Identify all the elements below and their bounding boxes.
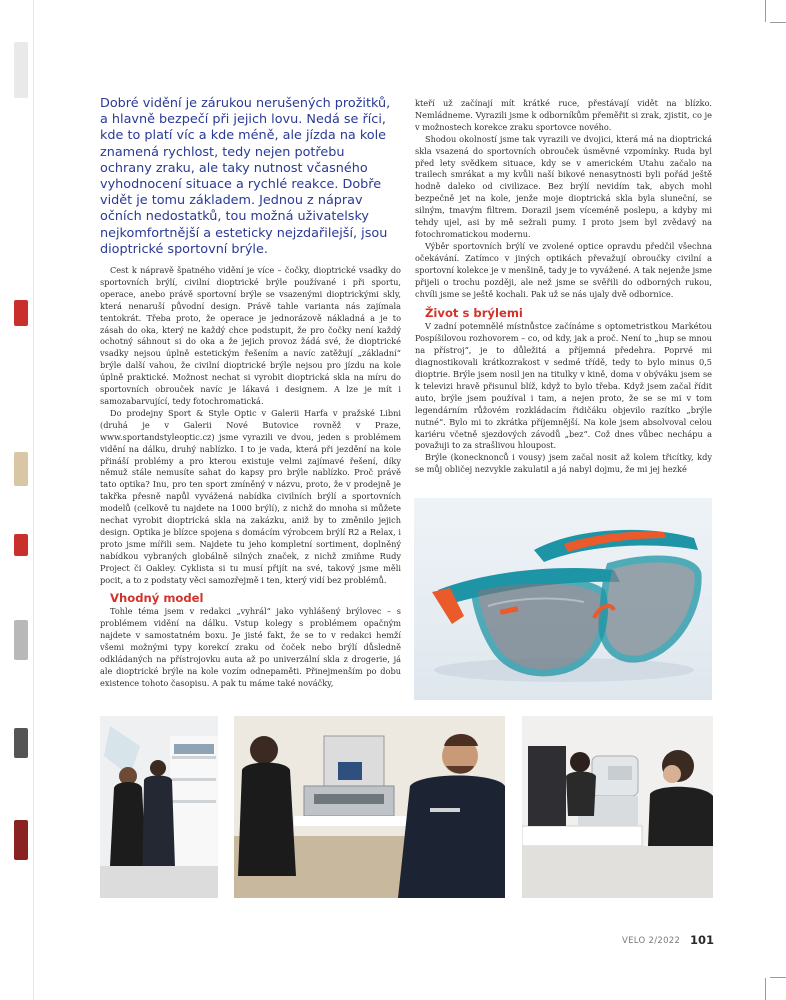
body-paragraph: kteří už začínají mít krátké ruce, přestávají vidět na blízko. Nemládneme. Vyrazili jsme k odborníkům přeměřit si zrak, zjistit, co je v možnostech korekce zraku sportovce nového.: [415, 98, 712, 132]
optometry-photo: [522, 716, 713, 898]
store-photo: [100, 716, 218, 898]
body-paragraph: Do prodejny Sport & Style Optic v Galerii Harfa v pražské Libni (druhá je v Galerii Nové Butovice rovněž v Praze, www.sportandstyleoptic.cz) jsme vyrazili ve dvou, jeden s problémem vidění na dálku, druhý nablízko. I to je vada, která při jezdění na kole přináší problémy a pro kterou existuje velmi zajímavé řešení, díky němuž stále nemusíte sahat do kapsy pro brýle nablízko. Proč právě tato optika? Inu, pro ten sport zmíněný v názvu, proto, že v prodejně je takřka přesně napůl vyvážená nabídka civilních brýlí a sportovních modelů (celkově tu najdete na 1000 brýlí), z nichž do mnoha si můžete nechat vyrobit dioptrická skla na zakázku, aniž by to změnilo jejich design. Optika je blízce spojena s domácím výrobcem brýlí R2 a Relax, i proto jsme mířili sem. Najdete tu jeho kompletní sortiment, doplněný nabídkou vybraných globálně silných značek, z nichž zmiňme Rudy Project či Oakley. Cyklista si tu musí přijít na své, takový jsme měli pocit, a to z podstaty věci samozřejmě i ten, který vidí bez problémů.: [100, 407, 401, 585]
section-heading: Vhodný model: [110, 591, 204, 606]
body-paragraph: Brýle (konecknonců i vousy) jsem začal nosit až kolem třicítky, kdy se můj obličej nezvykle zakulatil a já nabyl dojmu, že mi jej hezké: [415, 452, 712, 475]
crop-mark: [770, 977, 786, 978]
page-number: 101: [690, 933, 715, 947]
lead-paragraph: Dobré vidění je zárukou nerušených prožitků, a hlavně bezpečí při jejich lovu. Nedá se říci, kde to platí víc a kde méně, ale jízda na kole znamená rychlost, tedy nejen potřebu ochrany zraku, ale taky nutnost včasného vyhodnocení situace a rychlé reakce. Dobře vidět je tomu základem. Jednou z náprav očních nedostatků, tou možná uživatelsky nejkomfortnější a esteticky nejzdařilejší, jsou dioptrické sportovní brýle.: [100, 96, 391, 257]
page-edge-tab: [14, 728, 28, 758]
page-edge-tab: [14, 42, 28, 98]
page-edge-tab: [14, 300, 28, 326]
body-paragraph: Tohle téma jsem v redakci „vyhrál“ jako vyhlášený brýlovec – s problémem vidění na dálku. Vstup kolegy s problémem opačným najdete v samostatném boxu. Je jisté fakt, že se to v redakci hemží všemi možnými typy korekcí zraku od čoček nebo brýlí důsledně odkládaných na přístrojovku auta až po univerzální skla z drogerie, já ale dioptrické brýle na kole vozím odnepaměti. Přinejmenším po dobu existence tohoto časopisu. A pak tu máme také nováčky,: [100, 606, 401, 688]
body-paragraph: Shodou okolností jsme tak vyrazili ve dvojici, která má na dioptrická skla vsazená do sportovních obrouček úsměvné vzpomínky. Ruda byl před lety svědkem situace, kdy se v americkém Utahu začalo na trailech smrákat a my kvůli naší bikové nenasytnosti byli pořád ještě hodně daleko od civilizace. Bez brýlí nevidím tak, abych mohl bezpečně jet na kole, jenže moje dioptrická skla byla sluneční, se silným, tmavým filtrem. Dorazil jsem víceméně poslepu, a kdyby mi tehdy ujel, asi by mě sežrali pumy. I proto jsem byl zvědavý na fotochromatickou modernu.: [415, 133, 712, 239]
issue-label: VELO 2/2022: [622, 936, 681, 946]
text-column-left: [100, 265, 401, 690]
page-edge-tab: [14, 452, 28, 486]
eye-exam-illustration: [234, 716, 505, 898]
crop-mark: [765, 0, 766, 22]
store-photo-illustration: [100, 716, 218, 898]
section-heading: Život s brýlemi: [425, 306, 523, 321]
body-paragraph: Výběr sportovních brýlí ve zvolené optice opravdu předčil všechna očekávání. Zatímco v jiných optikách převažují obroučky civilní a sportovní kolekce je v menšině, tady je to vyvážené. A tak nejenže jsme přijeli o trochu později, ale než jsme se svěřili do odborných rukou, chvíli jsme se ještě kochali. Pak už se nás ujaly dvě odbornice.: [415, 240, 712, 299]
crop-mark: [765, 978, 766, 1000]
previous-page-edge: [0, 0, 34, 1000]
text-column-right: [415, 98, 712, 476]
sport-glasses-image: [414, 498, 712, 700]
optometry-illustration: [522, 716, 713, 898]
page-edge-tab: [14, 534, 28, 556]
body-paragraph: V zadní potemnělé místnůstce začínáme s optometristkou Markétou Pospíšilovou rozhovorem – co, od kdy, jak a proč. Není to „hup se mnou na přístroj“, je to důležitá a příjemná předehra. Poprvé mi diagnostikovali krátkozrakost v sedmé třídě, tedy to bylo minus 0,5 dioptrie. Brýle jsem nosil jen na titulky v kině, doma v obýváku jsem se k televizi hravě přisunul blíž, když to bylo třeba. Když jsem začal řídit auto, brýle jsem používal i tam, a nejen proto, že se se mi v tom legendárním růžovém rozkládacím řidičáku objevilo razítko „brýle nutné“. Bylo mi to zkrátka příjemnější. Na kole jsem absolvoval celou kariéru včetně sjezdových závodů „bez“. Což dnes vůbec nechápu a považuji to za strašlivou hloupost.: [415, 321, 712, 451]
page-edge-tab: [14, 620, 28, 660]
body-paragraph: Cest k nápravě špatného vidění je více – čočky, dioptrické vsadky do sportovních brýlí, civilní dioptrické brýle používané i při sportu, operace, anebo právě sportovní brýle se vsazenými dioptrickými skly, která nenaruší původní design. Právě tahle varianta nás zajímala tentokrát. Třeba proto, že operace je jednorázově nákladná a je to zásah do oka, který ne každý chce podstupit, že pro čočky není každý ochotný sáhnout si do oka a že jejich provoz žádá své, že dioptrické vsadky nejsou úplně estetickým řešením a navíc zatěžují „základní“ brýle další vahou, že civilní dioptrické brýle nejsou pro jízdu na kole úplně praktické. Možnost nechat si vyrobit dioptrická skla na míru do sportovních obrouček navíc je lákavá i designem. A lze je mít i samozabarvující, tedy fotochromatická.: [100, 265, 401, 406]
page-edge-tab: [14, 820, 28, 860]
crop-mark: [770, 22, 786, 23]
sport-glasses-illustration: [414, 498, 712, 700]
eye-exam-photo: [234, 716, 505, 898]
